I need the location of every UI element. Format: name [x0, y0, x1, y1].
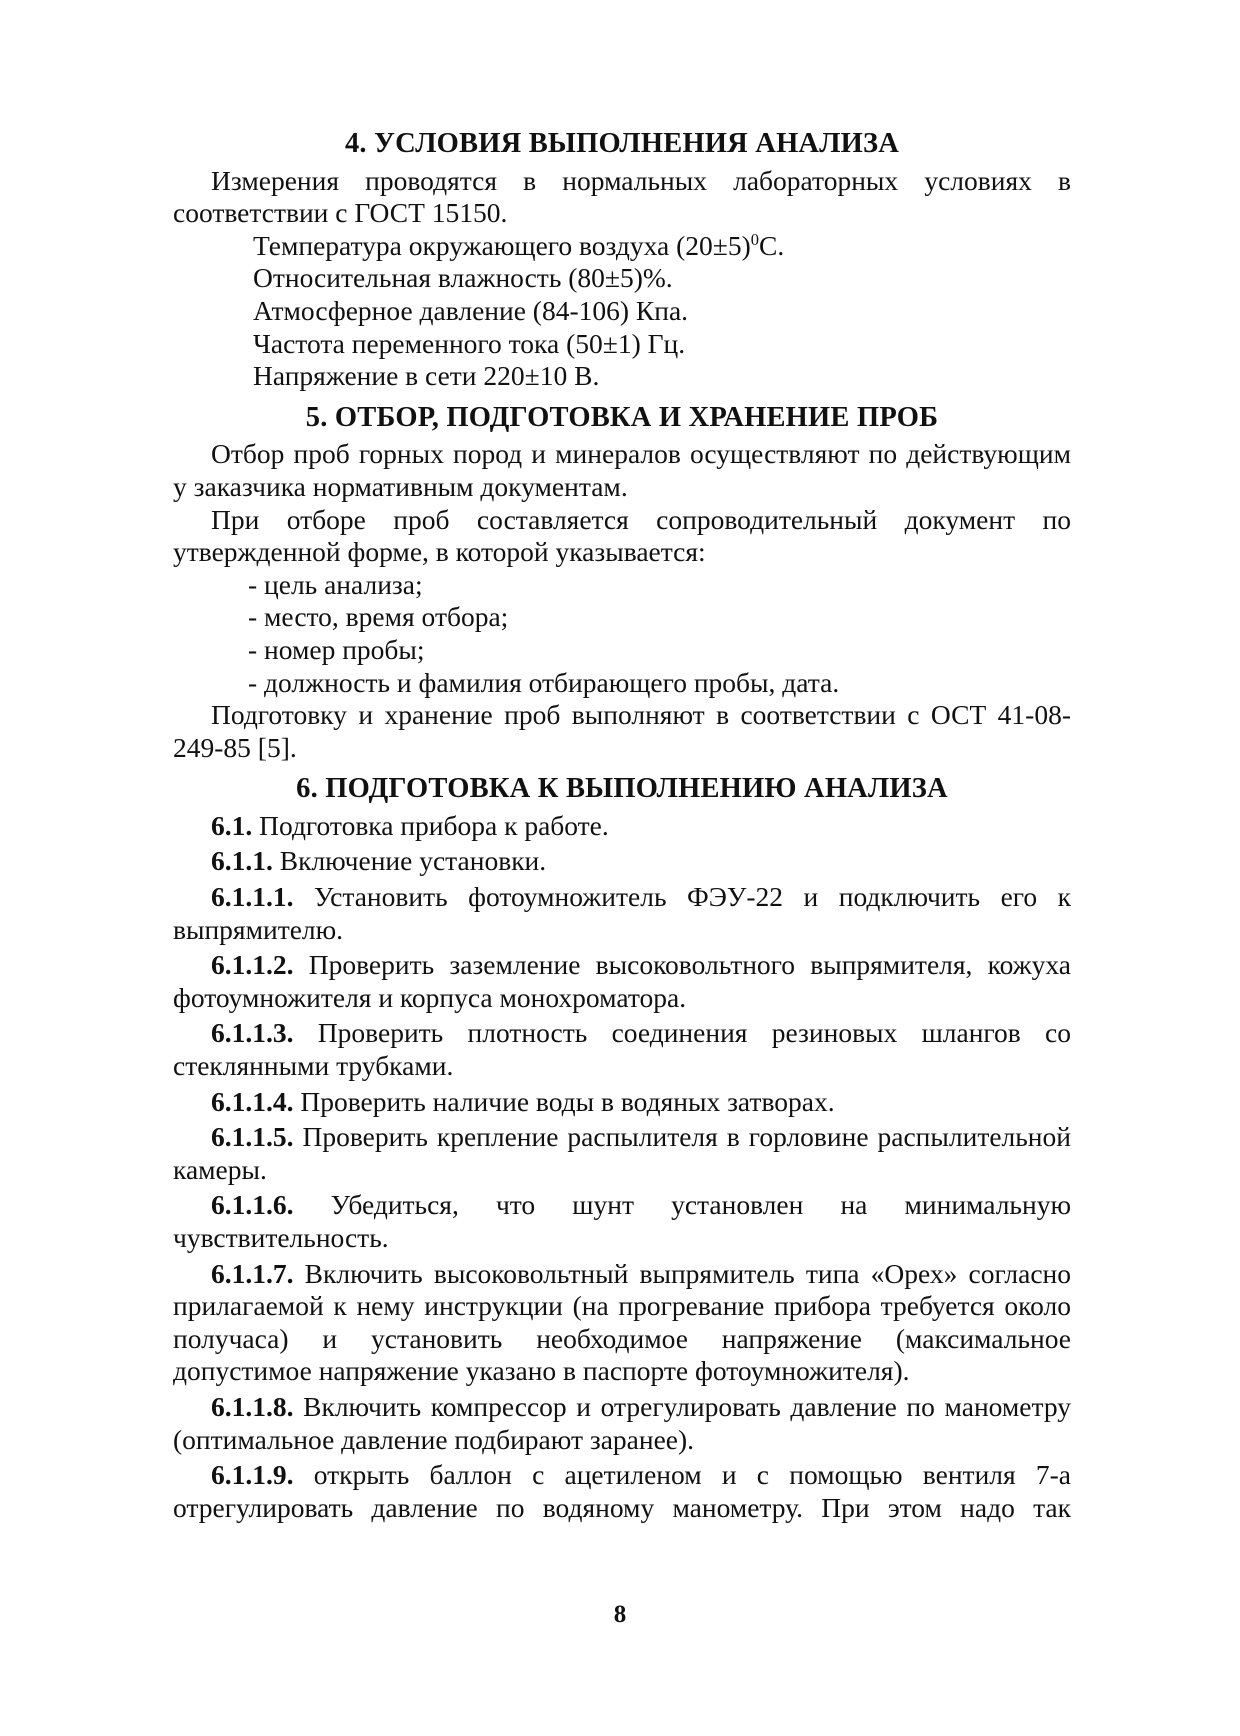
- step-6-1: [173, 810, 1071, 843]
- step-text: открыть баллон с ацетиленом и с помощью вентиля 7-а отрегулировать давление по водяному манометру. При этом надо так: [173, 1459, 1071, 1523]
- step-text: Проверить заземление высоковольтного выпрямителя, кожуха фотоумножителя и корпуса монохроматора.: [173, 949, 1071, 1013]
- step-6-1-1-6: [173, 1189, 1071, 1254]
- step-number: 6.1.1.5.: [211, 1121, 294, 1153]
- step-6-1-1-5: [173, 1121, 1071, 1186]
- pressure-line: Атмосферное давление (84-106) Кпа.: [253, 294, 689, 326]
- step-text: Установить фотоумножитель ФЭУ-22 и подключить его к выпрямителю.: [173, 881, 1071, 945]
- degree-superscript: 0: [750, 229, 760, 249]
- step-text: Подготовка прибора к работе.: [252, 809, 609, 841]
- step-6-1-1-7: [173, 1258, 1071, 1388]
- list-item: - должность и фамилия отбирающего пробы, дата.: [248, 666, 840, 698]
- step-number: 6.1.1.1.: [211, 881, 294, 913]
- page-number: 8: [613, 1601, 627, 1628]
- temperature-unit: С.: [759, 229, 785, 261]
- step-number: 6.1.1.2.: [211, 949, 294, 981]
- step-6-1-1-3: [173, 1017, 1071, 1082]
- voltage-line: Напряжение в сети 220±10 В.: [253, 360, 600, 392]
- step-number: 6.1.1.8.: [211, 1390, 294, 1422]
- list-item: - место, время отбора;: [248, 601, 509, 633]
- step-number: 6.1.1.: [211, 845, 273, 877]
- step-6-1-1-4: [173, 1086, 1071, 1119]
- temperature-line: [173, 230, 1071, 263]
- section-6-heading: 6. ПОДГОТОВКА К ВЫПОЛНЕНИЮ АНАЛИЗА: [296, 773, 948, 805]
- step-number: 6.1.1.6.: [211, 1189, 294, 1221]
- step-text: Проверить плотность соединения резиновых шлангов со стеклянными трубками.: [173, 1017, 1071, 1082]
- step-6-1-1-8: [173, 1391, 1071, 1456]
- section-5-heading: 5. ОТБОР, ПОДГОТОВКА И ХРАНЕНИЕ ПРОБ: [305, 401, 939, 433]
- list-item: - цель анализа;: [248, 568, 423, 600]
- step-text: Включить высоковольтный выпрямитель типа «Орех» согласно прилагаемой к нему инструкции (на прогревание прибора требуется около получаса) и установить необходимое напряжение (максимальное допустимое напряжение указано в паспорте фотоумножителя).: [173, 1257, 1071, 1387]
- step-text: Проверить наличие воды в водяных затворах.: [293, 1085, 835, 1117]
- step-6-1-1-2: [173, 949, 1071, 1014]
- section-5-paragraph-2: При отборе проб составляется сопроводительный документ по утвержденной форме, в которой указывается:: [173, 503, 1071, 568]
- section-5-paragraph-1: Отбор проб горных пород и минералов осуществляют по действующим у заказчика нормативным документам.: [173, 438, 1071, 502]
- step-number: 6.1.1.7.: [211, 1257, 294, 1289]
- step-text: Проверить крепление распылителя в горловине распылительной камеры.: [173, 1121, 1071, 1185]
- humidity-line: Относительная влажность (80±5)%.: [253, 262, 673, 294]
- step-text: Включение установки.: [272, 845, 547, 877]
- temperature-text: Температура окружающего воздуха (20±5): [253, 229, 751, 261]
- step-number: 6.1.1.3.: [211, 1017, 294, 1049]
- step-text: Включить компрессор и отрегулировать давление по манометру (оптимальное давление подбирают заранее).: [173, 1390, 1071, 1455]
- step-6-1-1-9: [173, 1459, 1071, 1524]
- document-page: [173, 128, 1071, 1524]
- step-6-1-1: [173, 845, 1071, 878]
- step-number: 6.1.1.4.: [211, 1085, 294, 1117]
- section-5-paragraph-3: Подготовку и хранение проб выполняют в соответствии с ОСТ 41-08-249-85 [5].: [173, 699, 1071, 763]
- frequency-line: Частота переменного тока (50±1) Гц.: [253, 327, 686, 359]
- step-6-1-1-1: [173, 881, 1071, 946]
- section-4-heading: 4. УСЛОВИЯ ВЫПОЛНЕНИЯ АНАЛИЗА: [344, 128, 900, 159]
- step-number: 6.1.1.9.: [211, 1459, 294, 1491]
- list-item: - номер пробы;: [248, 633, 425, 665]
- step-number: 6.1.: [211, 809, 253, 841]
- section-4-intro: Измерения проводятся в нормальных лабораторных условиях в соответствии с ГОСТ 15150.: [173, 164, 1071, 229]
- step-text: Убедиться, что шунт установлен на минимальную чувствительность.: [173, 1189, 1071, 1253]
